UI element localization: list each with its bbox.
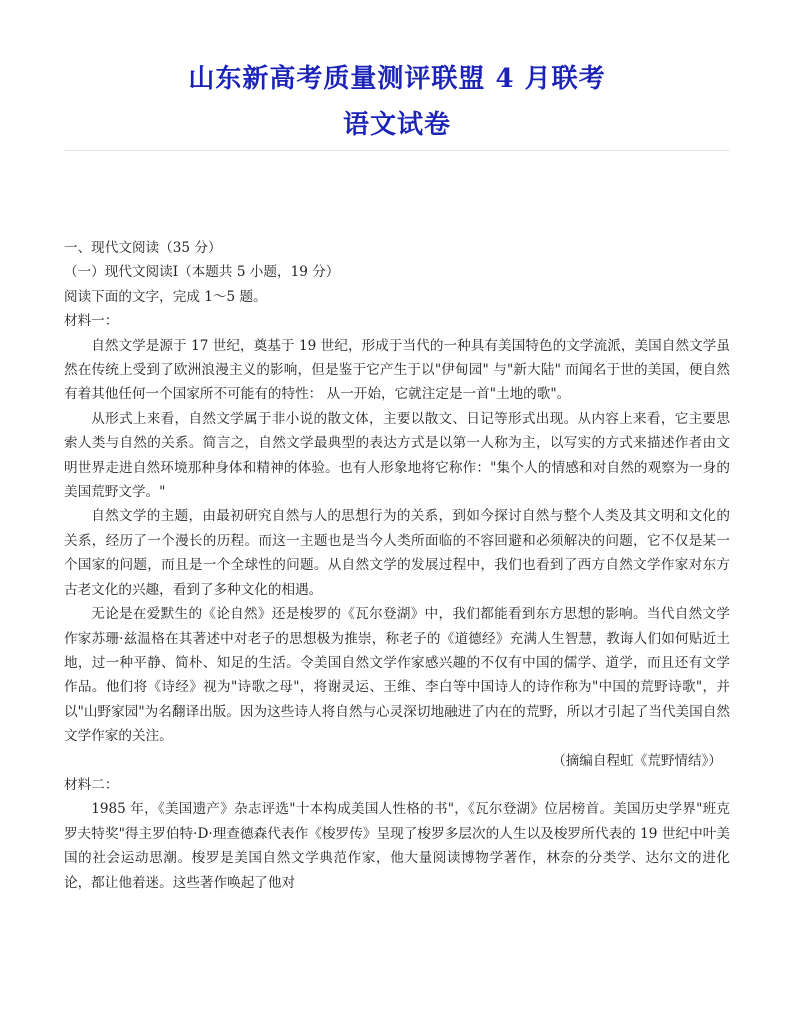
material1-paragraph: 自然文学的主题，由最初研究自然与人的思想行为的关系，到如今探讨自然与整个人类及其文明和文化的关系，经历了一个漫长的历程。而这一主题也是当今人类所面临的不容回避和必须解决的问题，它不仅是某一个国家的问题，而且是一个全球性的问题。从自然文学的发展过程中，我们也看到了西方自然文学作家对东方古老文化的兴趣，看到了多种文化的相遇。 [64, 508, 730, 598]
header-divider [64, 150, 730, 151]
material1-paragraph: 从形式上来看，自然文学属于非小说的散文体，主要以散文、日记等形式出现。从内容上来看，它主要思索人类与自然的关系。简言之，自然文学最典型的表达方式是以第一人称为主，以写实的方式来描述作者由文明世界走进自然环境那种身体和精神的体验。也有人形象地将它称作："集个人的情感和对自然的观察为一身的美国荒野文学。" [64, 410, 730, 501]
material1-label: 材料一： [64, 313, 119, 330]
material1-paragraph: 自然文学是源于 17 世纪，奠基于 19 世纪，形成于当代的一种具有美国特色的文学流派，美国自然文学虽然在传统上受到了欧洲浪漫主义的影响，但是鉴于它产生于以"伊甸园" 与"新大陆" 而闻名于世的美国，便自然有着其他任何一个国家所不可能有的特性： 从一开始，它就注定是一首"土地的歌"。 [64, 337, 730, 403]
material2-label: 材料二： [64, 776, 119, 793]
reading-instruction: 阅读下面的文字，完成 1～5 题。 [64, 288, 267, 305]
section-heading: 一、现代文阅读（35 分） [64, 240, 222, 256]
material1-source: （摘编自程虹《荒野情结》） [552, 752, 722, 769]
subsection-heading: （一）现代文阅读Ⅰ（本题共 5 小题，19 分） [64, 264, 340, 281]
document-title: 山东新高考质量测评联盟 4 月联考 [188, 64, 606, 94]
document-body [64, 236, 730, 895]
material1-paragraph: 无论是在爱默生的《论自然》还是梭罗的《瓦尔登湖》中，我们都能看到东方思想的影响。当代自然文学作家苏珊·兹温格在其著述中对老子的思想极为推崇，称老子的《道德经》充满人生智慧，教诲人们如何贴近土地，过一种平静、简朴、知足的生活。令美国自然文学作家感兴趣的不仅有中国的儒学、道学，而且还有文学作品。他们将《诗经》视为"诗歌之母"，将谢灵运、王维、李白等中国诗人的诗作称为"中国的荒野诗歌"，并以"山野家园"为名翻译出版。因为这些诗人将自然与心灵深切地融进了内在的荒野，所以才引起了当代美国自然文学作家的关注。 [64, 606, 730, 745]
document-subtitle: 语文试卷 [342, 110, 451, 140]
material2-paragraph: 1985 年，《美国遗产》杂志评选"十本构成美国人性格的书"，《瓦尔登湖》位居榜首。美国历史学界"班克罗夫特奖"得主罗伯特·D·理查德森代表作《梭罗传》呈现了梭罗多层次的人生以及梭罗所代表的 19 世纪中叶美国的社会运动思潮。梭罗是美国自然文学典范作家，他大量阅读博物学著作，林奈的分类学、达尔文的进化论，都让他着迷。这些著作唤起了他对 [64, 801, 730, 891]
